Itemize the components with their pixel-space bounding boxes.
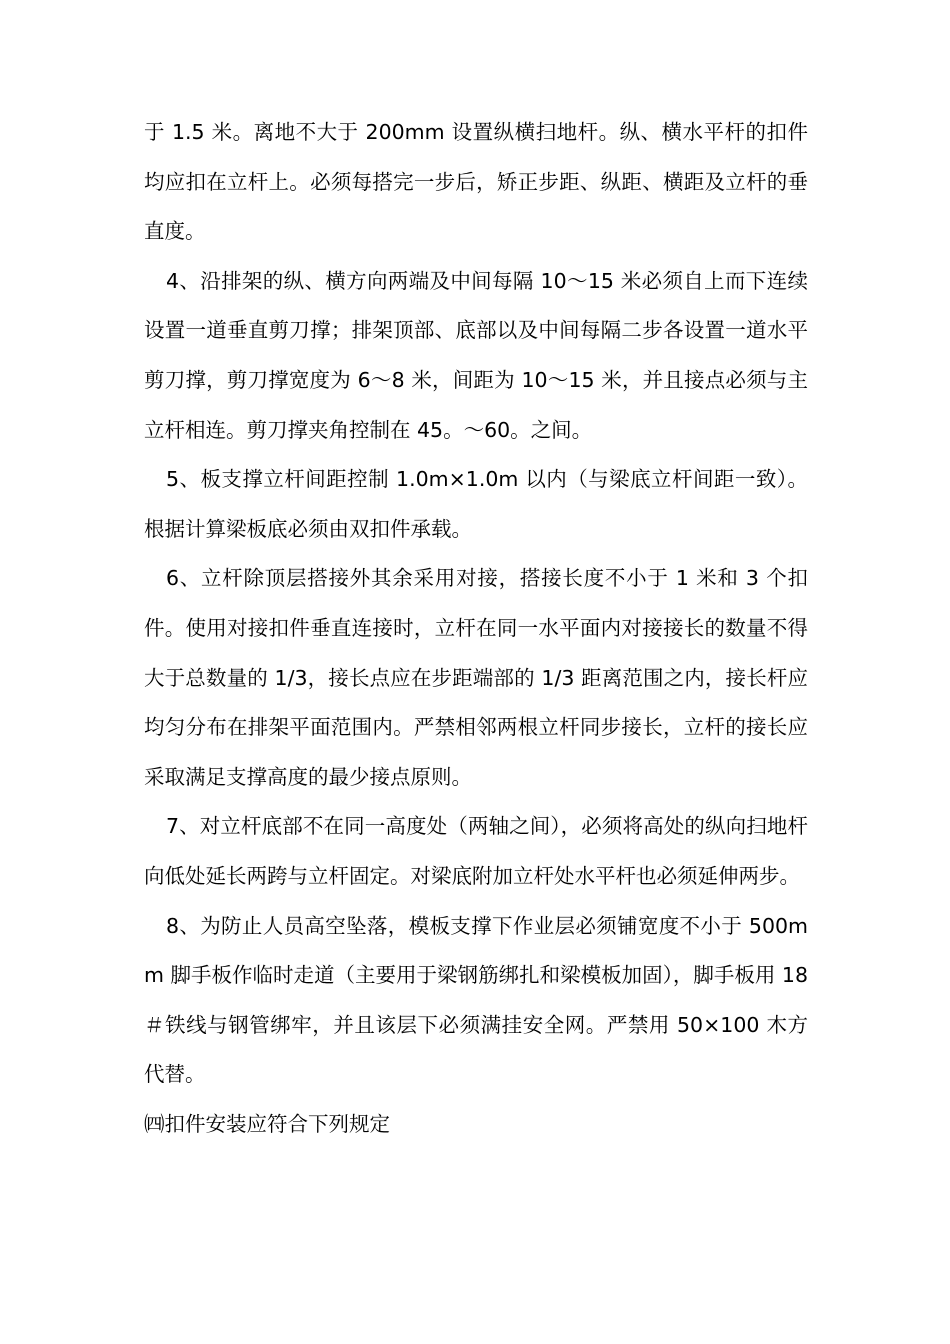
document-body (144, 108, 808, 1149)
paragraph-item-7: 7、对立杆底部不在同一高度处（两轴之间），必须将高处的纵向扫地杆向低处延长两跨与立杆固定。对梁底附加立杆处水平杆也必须延伸两步。 (144, 814, 808, 888)
paragraph-item-8: 8、为防止人员高空坠落，模板支撑下作业层必须铺宽度不小于 500mm 脚手板作临时走道（主要用于梁钢筋绑扎和梁模板加固），脚手板用 18＃铁线与钢管绑牢，并且该层下必须满挂安全网。严禁用 50×100 木方代替。 (144, 913, 808, 1087)
paragraph-item-4: 4、沿排架的纵、横方向两端及中间每隔 10～15 米必须自上而下连续设置一道垂直剪刀撑；排架顶部、底部以及中间每隔二步各设置一道水平剪刀撑，剪刀撑宽度为 6～8 米，间距为 10～15 米，并且接点必须与主立杆相连。剪刀撑夹角控制在 45。～60。之间。 (144, 268, 808, 442)
section-heading: ㈣扣件安装应符合下列规定 (144, 1111, 390, 1136)
paragraph-item-5: 5、板支撑立杆间距控制 1.0m×1.0m 以内（与梁底立杆间距一致）。根据计算梁板底必须由双扣件承载。 (144, 467, 808, 541)
paragraph-continuation: 于 1.5 米。离地不大于 200mm 设置纵横扫地杆。纵、横水平杆的扣件均应扣在立杆上。必须每搭完一步后，矫正步距、纵距、横距及立杆的垂直度。 (144, 120, 808, 244)
paragraph-item-6: 6、立杆除顶层搭接外其余采用对接，搭接长度不小于 1 米和 3 个扣件。使用对接扣件垂直连接时，立杆在同一水平面内对接接长的数量不得大于总数量的 1/3，接长点应在步距端部的 1/3 距离范围之内，接长杆应均匀分布在排架平面范围内。严禁相邻两根立杆同步接长，立杆的接长应采取满足支撑高度的最少接点原则。 (144, 566, 808, 789)
